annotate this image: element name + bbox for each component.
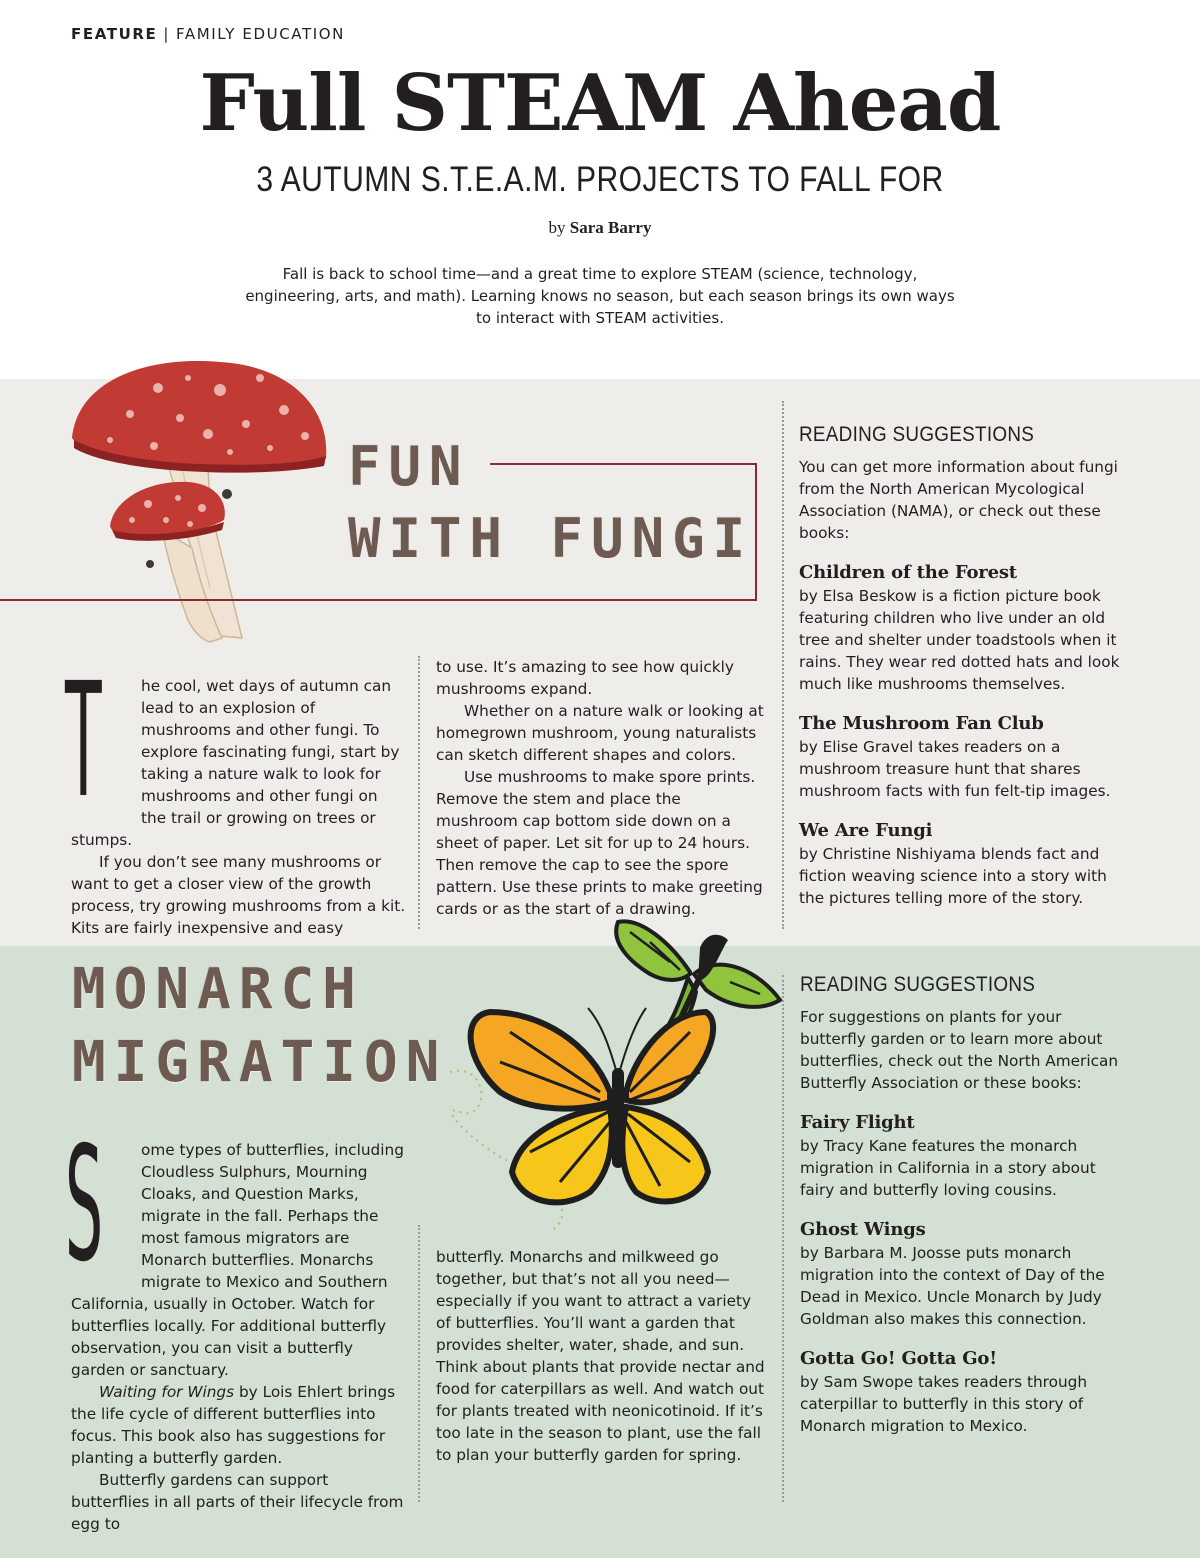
fungi-reading-sidebar bbox=[799, 424, 1129, 909]
section-label: FEATURE bbox=[71, 25, 158, 43]
byline-prefix: by bbox=[548, 218, 566, 237]
sidebar-divider bbox=[782, 975, 784, 1502]
heading-frame-top bbox=[490, 463, 757, 465]
book-description: by Christine Nishiyama blends fact and fiction weaving science into a story with the pictures telling more of the story. bbox=[799, 845, 1107, 907]
fungi-column-2 bbox=[436, 656, 766, 920]
monarch-heading-line2: MIGRATION bbox=[72, 1030, 448, 1095]
book-title: Fairy Flight bbox=[800, 1112, 915, 1133]
body-paragraph: Butterfly gardens can support butterflies in all parts of their lifecycle from egg to bbox=[71, 1471, 404, 1533]
book-description: by Elise Gravel takes readers on a mushroom treasure hunt that shares mushroom facts with fun felt-tip images. bbox=[799, 738, 1111, 800]
fungi-column-1 bbox=[65, 649, 406, 939]
body-paragraph bbox=[71, 1381, 406, 1469]
book-description: by Sam Swope takes readers through caterpillar to butterfly in this story of Monarch migration to Mexico. bbox=[800, 1373, 1088, 1435]
body-paragraph: Whether on a nature walk or looking at homegrown mushroom, young naturalists can sketch different shapes and colors. bbox=[436, 702, 764, 764]
heading-frame-right bbox=[755, 463, 757, 601]
butterfly-illustration bbox=[430, 912, 790, 1252]
sidebar-divider bbox=[782, 401, 784, 929]
drop-cap: T bbox=[65, 649, 102, 833]
column-divider bbox=[418, 1225, 420, 1502]
monarch-heading-line1: MONARCH bbox=[72, 957, 365, 1022]
book-title: Ghost Wings bbox=[800, 1219, 926, 1240]
book-description: by Elsa Beskow is a fiction picture book featuring children who live under an old tree and shelter under toadstools when it rains. They wear red dotted hats and look much like mushrooms themselves. bbox=[799, 587, 1120, 693]
fungi-heading-line1: FUN bbox=[348, 435, 470, 498]
body-paragraph: butterfly. Monarchs and milkweed go together, but that’s not all you need—especially if you want to attract a variety of butterflies. You’ll want a garden that provides shelter, water, shade, and sun. Think about plants that provide nectar and food for caterpillars as well. And watch out for plants treated with neonicotinoid. If it’s too late in the season to plant, use the fall to plan your butterfly garden for spring. bbox=[436, 1248, 765, 1464]
book-title: Children of the Forest bbox=[799, 562, 1017, 583]
book-title-inline: Waiting for Wings bbox=[99, 1383, 235, 1401]
drop-cap: S bbox=[65, 1113, 104, 1297]
book-title: We Are Fungi bbox=[799, 820, 933, 841]
body-paragraph: If you don’t see many mushrooms or want to get a closer view of the growth process, try growing mushrooms from a kit. Kits are fairly inexpensive and easy bbox=[71, 853, 406, 937]
kicker-divider: | bbox=[163, 25, 171, 43]
monarch-column-2 bbox=[436, 1246, 766, 1466]
section-kicker bbox=[71, 25, 345, 43]
author-name: Sara Barry bbox=[569, 218, 652, 237]
byline bbox=[0, 218, 1200, 238]
body-paragraph: Use mushrooms to make spore prints. Remove the stem and place the mushroom cap bottom side down on a sheet of paper. Let sit for up to 24 hours. Then remove the cap to see the spore pattern. Use these prints to make greeting cards or as the start of a drawing. bbox=[436, 768, 763, 918]
fungi-heading-line2: WITH FUNGI bbox=[348, 507, 754, 570]
book-description: by Barbara M. Joosse puts monarch migration into the context of Day of the Dead in Mexico. Uncle Monarch by Judy Goldman also makes this connection. bbox=[800, 1244, 1105, 1328]
sidebar-intro: For suggestions on plants for your butterfly garden or to learn more about butterflies, check out the North American Butterfly Association or these books: bbox=[800, 1008, 1119, 1092]
page-title: Full STEAM Ahead bbox=[199, 58, 1001, 149]
book-description: by Tracy Kane features the monarch migration in California in a story about fairy and butterfly loving cousins. bbox=[800, 1137, 1096, 1199]
body-paragraph: he cool, wet days of autumn can lead to an explosion of mushrooms and other fungi. To explore fascinating fungi, start by taking a nature walk to look for mushrooms and other fungi on the trail or growing on trees or stumps. bbox=[71, 677, 400, 849]
sidebar-heading: READING SUGGESTIONS bbox=[799, 423, 1035, 446]
monarch-column-1 bbox=[65, 1113, 406, 1535]
book-title: Gotta Go! Gotta Go! bbox=[800, 1348, 997, 1369]
column-divider bbox=[418, 656, 420, 929]
heading-frame-bottom bbox=[0, 599, 757, 601]
sidebar-heading: READING SUGGESTIONS bbox=[800, 973, 1036, 996]
body-paragraph: to use. It’s amazing to see how quickly mushrooms expand. bbox=[436, 658, 734, 698]
book-title: The Mushroom Fan Club bbox=[799, 713, 1044, 734]
category-label: FAMILY EDUCATION bbox=[176, 25, 345, 43]
body-text: by Lois Ehlert brings the life cycle of different butterflies into focus. This book also has suggestions for planting a butterfly garden. bbox=[71, 1383, 396, 1467]
intro-paragraph: Fall is back to school time—and a great time to explore STEAM (science, technology, engineering, arts, and math). Learning knows no season, but each season brings its own ways to interact with STEAM activities. bbox=[245, 265, 955, 327]
page-subtitle: 3 AUTUMN S.T.E.A.M. PROJECTS TO FALL FOR bbox=[256, 160, 944, 199]
sidebar-intro: You can get more information about fungi from the North American Mycological Association (NAMA), or check out these books: bbox=[799, 458, 1118, 542]
monarch-reading-sidebar bbox=[800, 974, 1130, 1437]
body-paragraph: ome types of butterflies, including Cloudless Sulphurs, Mourning Cloaks, and Question Marks, migrate in the fall. Perhaps the most famous migrators are Monarch butterflies. Monarchs migrate to Mexico and Southern California, usually in October. Watch for butterflies locally. For additional butterfly observation, you can visit a butterfly garden or sanctuary. bbox=[71, 1141, 404, 1379]
